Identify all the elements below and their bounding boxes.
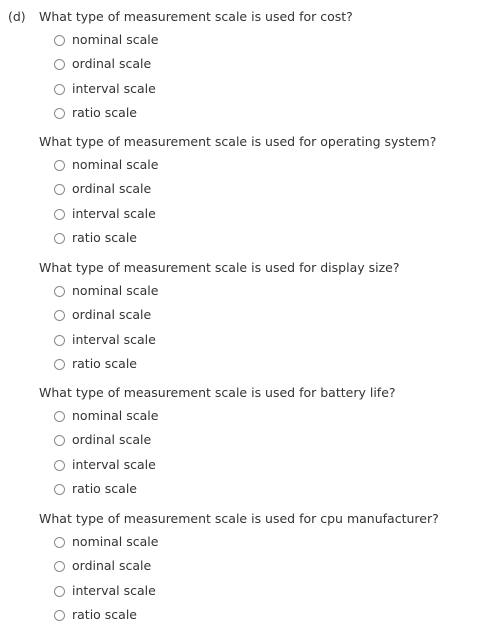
option-nominal[interactable] [54,156,158,174]
radio-button[interactable] [54,84,65,95]
radio-button[interactable] [54,359,65,370]
option-ordinal[interactable] [54,180,151,198]
option-ordinal[interactable] [54,431,151,449]
option-ratio[interactable] [54,104,137,122]
radio-button[interactable] [54,484,65,495]
radio-button[interactable] [54,610,65,621]
option-ratio[interactable] [54,229,137,247]
option-label: nominal scale [72,408,159,423]
part-label: (d) [8,9,26,24]
option-label: interval scale [72,583,156,598]
radio-button[interactable] [54,160,65,171]
radio-button[interactable] [54,184,65,195]
option-label: ratio scale [72,105,138,120]
radio-button[interactable] [54,411,65,422]
radio-button[interactable] [54,35,65,46]
radio-button[interactable] [54,108,65,119]
option-interval[interactable] [54,80,156,98]
radio-button[interactable] [54,460,65,471]
option-ordinal[interactable] [54,557,151,575]
option-label: interval scale [72,332,156,347]
radio-button[interactable] [54,59,65,70]
option-label: nominal scale [72,283,159,298]
radio-button[interactable] [54,310,65,321]
option-ratio[interactable] [54,606,137,624]
option-label: ratio scale [72,230,138,245]
question-text: What type of measurement scale is used for battery life? [39,385,396,400]
radio-button[interactable] [54,335,65,346]
option-label: ratio scale [72,481,138,496]
option-label: ordinal scale [72,56,152,71]
option-label: nominal scale [72,32,159,47]
radio-button[interactable] [54,537,65,548]
radio-button[interactable] [54,586,65,597]
option-label: interval scale [72,206,156,221]
question-text: What type of measurement scale is used for cpu manufacturer? [39,511,439,526]
option-interval[interactable] [54,205,156,223]
question-text: What type of measurement scale is used for cost? [39,9,353,24]
option-nominal[interactable] [54,407,158,425]
option-label: interval scale [72,81,156,96]
radio-button[interactable] [54,209,65,220]
option-label: nominal scale [72,157,159,172]
option-nominal[interactable] [54,533,158,551]
option-interval[interactable] [54,582,156,600]
option-label: interval scale [72,457,156,472]
option-label: nominal scale [72,534,159,549]
option-ratio[interactable] [54,355,137,373]
option-ordinal[interactable] [54,55,151,73]
option-label: ratio scale [72,607,138,622]
option-interval[interactable] [54,456,156,474]
option-nominal[interactable] [54,31,158,49]
option-label: ordinal scale [72,181,152,196]
option-interval[interactable] [54,331,156,349]
option-label: ordinal scale [72,558,152,573]
option-ordinal[interactable] [54,306,151,324]
option-label: ordinal scale [72,432,152,447]
question-text: What type of measurement scale is used for operating system? [39,134,437,149]
radio-button[interactable] [54,435,65,446]
option-label: ordinal scale [72,307,152,322]
option-nominal[interactable] [54,282,158,300]
question-text: What type of measurement scale is used for display size? [39,260,400,275]
option-label: ratio scale [72,356,138,371]
option-ratio[interactable] [54,480,137,498]
radio-button[interactable] [54,561,65,572]
radio-button[interactable] [54,233,65,244]
radio-button[interactable] [54,286,65,297]
